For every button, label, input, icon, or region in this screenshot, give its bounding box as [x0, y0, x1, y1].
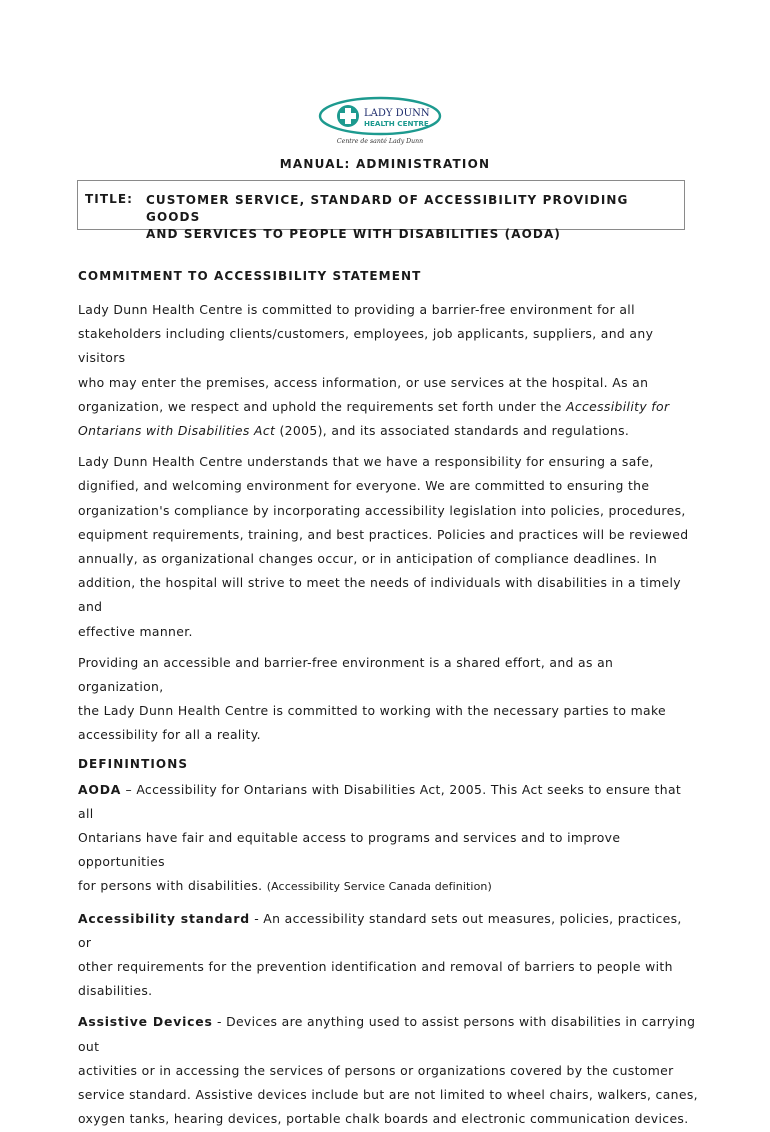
p3-line: the Lady Dunn Health Centre is committed to working with the necessary parties to make — [78, 703, 667, 719]
lady-dunn-logo-graphic — [318, 96, 446, 148]
p1-line: who may enter the premises, access information, or use services at the hospital. As an — [78, 374, 649, 390]
commitment-paragraph-3 — [78, 651, 698, 748]
title-text-line1: CUSTOMER SERVICE, STANDARD OF ACCESSIBILITY PROVIDING GOODS — [146, 193, 629, 224]
definition-aoda: AODA – Accessibility for Ontarians with Disabilities Act, 2005. This Act seeks to ensure that all Ontarians have fair and equitable access to programs and services and to improve opportunities for persons with disabilities. (Accessibility Service Canada definition) — [78, 781, 682, 894]
p2-line: annually, as organizational changes occur, or in anticipation of compliance deadlines. In — [78, 551, 658, 567]
title-label: TITLE: — [85, 192, 134, 206]
p2-line: effective manner. — [78, 623, 193, 639]
p2-line: dignified, and welcoming environment for everyone. We are committed to ensuring the — [78, 478, 650, 494]
logo-subtitle: Centre de santé Lady Dunn — [336, 138, 424, 145]
title-text — [146, 192, 676, 243]
term-accessibility-standard: Accessibility standard — [78, 910, 250, 926]
logo-line2: HEALTH CENTRE — [364, 119, 429, 128]
p2-line: Lady Dunn Health Centre understands that we have a responsibility for ensuring a safe, — [78, 454, 654, 470]
p3-line: Providing an accessible and barrier-free environment is a shared effort, and as an organization, — [78, 654, 614, 695]
title-box — [77, 180, 685, 241]
definition-assistive-devices: Assistive Devices - Devices are anything used to assist persons with disabilities in carrying out activities or in accessing the services of persons or organizations covered by the customer service standard. Assistive devices include but are not limited to wheel chairs, walkers, canes, oxygen tanks, hearing devices, portable chalk boards and electronic communication devices. — [78, 1014, 698, 1127]
title-text-line2: AND SERVICES TO PEOPLE WITH DISABILITIES (AODA) — [146, 227, 561, 241]
p3-line: accessibility for all a reality. — [78, 727, 261, 743]
p2-line: addition, the hospital will strive to meet the needs of individuals with disabilities in a timely and — [78, 575, 681, 615]
p1-line4-start: organization, we respect and uphold the requirements set forth under the — [78, 398, 566, 414]
p1-line5-end: (2005), and its associated standards and regulations. — [275, 423, 630, 439]
term-assistive-devices: Assistive Devices — [78, 1014, 213, 1030]
p1-line: stakeholders including clients/customers, employees, job applicants, suppliers, and any visitors — [78, 326, 654, 366]
lady-dunn-logo — [318, 96, 446, 148]
definitions-heading: DEFININTIONS — [78, 756, 189, 771]
term-aoda: AODA — [78, 781, 122, 797]
commitment-heading: COMMITMENT TO ACCESSIBILITY STATEMENT — [78, 269, 422, 283]
commitment-paragraph-2 — [78, 450, 698, 644]
p2-line: organization's compliance by incorporating accessibility legislation into policies, procedures, — [78, 502, 686, 518]
act-name-italic: Ontarians with Disabilities Act — [78, 423, 276, 439]
act-name-italic: Accessibility for — [566, 398, 670, 414]
document-body — [78, 268, 698, 1132]
p1-line — [78, 419, 698, 443]
aoda-source: (Accessibility Service Canada definition) — [266, 880, 492, 894]
definition-accessibility-standard: Accessibility standard - An accessibility standard sets out measures, policies, practices, or other requirements for the prevention identification and removal of barriers to people with disabilities. — [78, 910, 682, 999]
p2-line: equipment requirements, training, and best practices. Policies and practices will be reviewed — [78, 526, 689, 542]
commitment-paragraph-1 — [78, 298, 698, 443]
p1-line: Lady Dunn Health Centre is committed to providing a barrier-free environment for all — [78, 302, 635, 317]
logo-line1: LADY DUNN — [364, 108, 430, 119]
manual-heading: MANUAL: ADMINISTRATION — [279, 157, 491, 171]
p1-line — [78, 395, 698, 419]
